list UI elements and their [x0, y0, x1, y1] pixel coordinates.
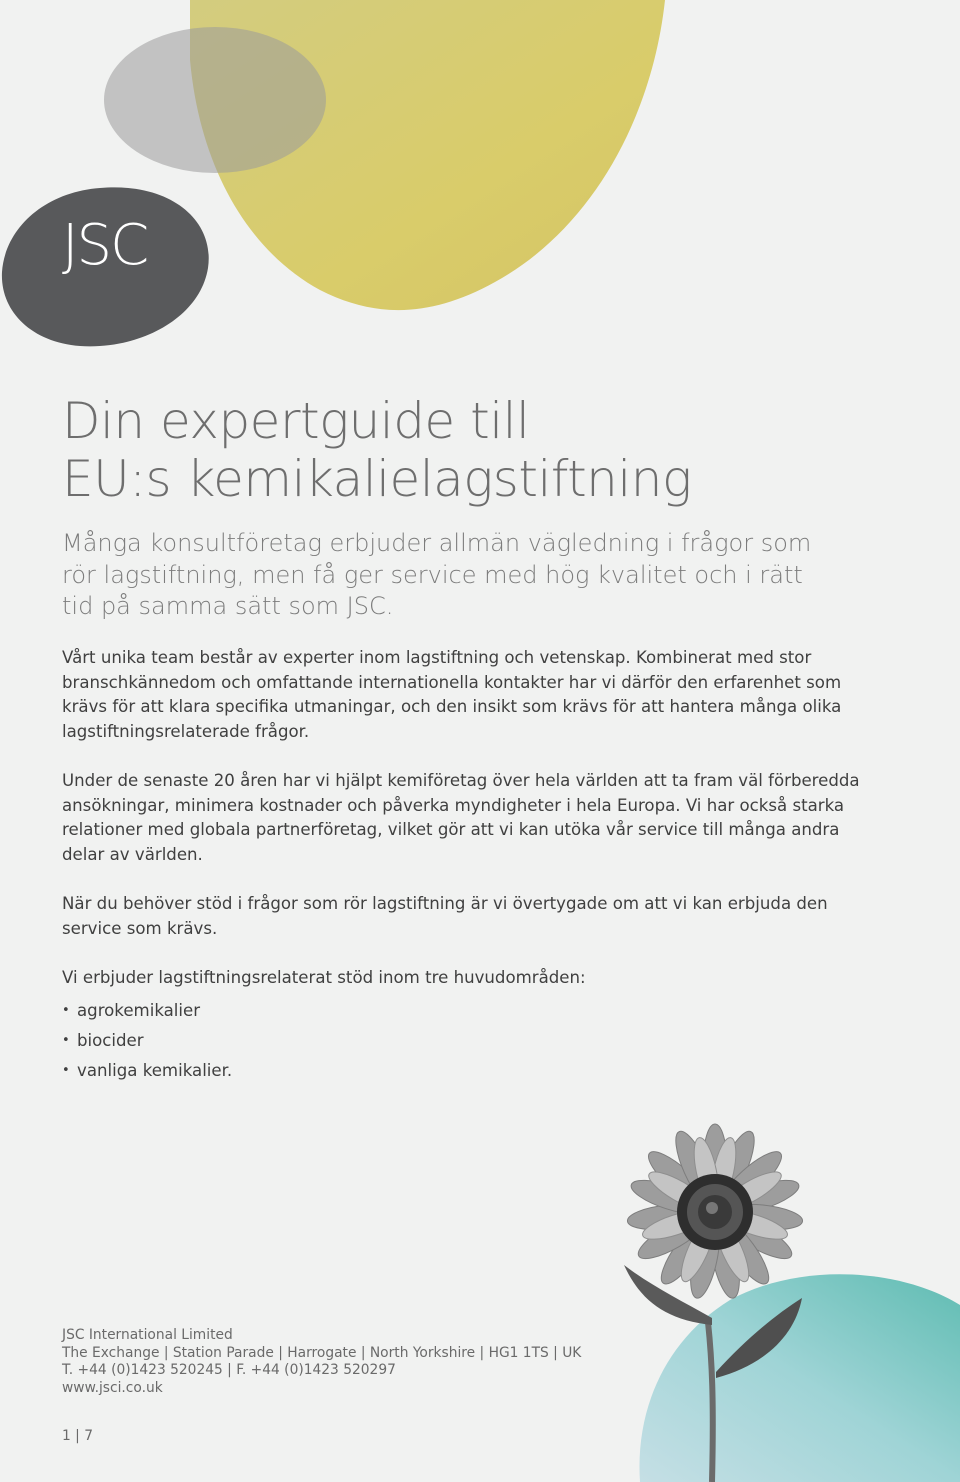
- footer-website-link[interactable]: www.jsci.co.uk: [62, 1379, 163, 1396]
- header-decoration: [0, 0, 960, 360]
- footer-contact: [62, 1327, 581, 1397]
- bullet-icon: •: [62, 1063, 70, 1079]
- page-number: 1 | 7: [62, 1428, 93, 1444]
- paragraph-support: När du behöver stöd i frågor som rör lagstiftning är vi övertygade om att vi kan erbjuda den service som krävs.: [62, 893, 828, 938]
- grey-shape: [104, 27, 326, 173]
- page-title-line-1: Din expertguide till: [62, 392, 530, 450]
- paragraph-areas-intro: Vi erbjuder lagstiftningsrelaterat stöd inom tre huvudområden:: [62, 967, 586, 987]
- list-item: • agrokemikalier: [62, 996, 862, 1026]
- logo-text: JSC: [62, 213, 148, 278]
- body-text: [62, 646, 862, 1086]
- lead-paragraph: Många konsultföretag erbjuder allmän vägledning i frågor som rör lagstiftning, men få ger service med hög kvalitet och i rätt tid på samma sätt som JSC.: [62, 529, 812, 620]
- page-title-line-2: EU:s kemikalielagstiftning: [62, 450, 692, 508]
- page-title: [62, 392, 691, 508]
- bullet-icon: •: [62, 1033, 70, 1049]
- sunflower-illustration: [624, 1124, 804, 1482]
- bullet-icon: •: [62, 1003, 70, 1019]
- list-item: • vanliga kemikalier.: [62, 1056, 862, 1086]
- list-item: • biocider: [62, 1026, 862, 1056]
- teal-shape: [639, 1274, 960, 1482]
- footer-address: The Exchange | Station Parade | Harrogate | North Yorkshire | HG1 1TS | UK: [62, 1344, 582, 1361]
- footer-company: JSC International Limited: [62, 1327, 233, 1343]
- footer-phone: T. +44 (0)1423 520245 | F. +44 (0)1423 520297: [62, 1362, 396, 1378]
- paragraph-team: Vårt unika team består av experter inom lagstiftning och vetenskap. Kombinerat med stor branschkännedom och omfattande internationella kontakter har vi därför den erfarenhet som krävs för att klara specifika utmaningar, och den insikt som krävs för att hantera många olika lagstiftningsrelaterade frågor.: [62, 648, 842, 741]
- areas-list: [62, 996, 862, 1086]
- paragraph-history: Under de senaste 20 åren har vi hjälpt kemiföretag över hela världen att ta fram väl förberedda ansökningar, minimera kostnader och påverka myndigheter i hela Europa. Vi har också starka relationer med globala partnerföretag, vilket gör att vi kan utöka vår service till många andra delar av världen.: [62, 770, 860, 864]
